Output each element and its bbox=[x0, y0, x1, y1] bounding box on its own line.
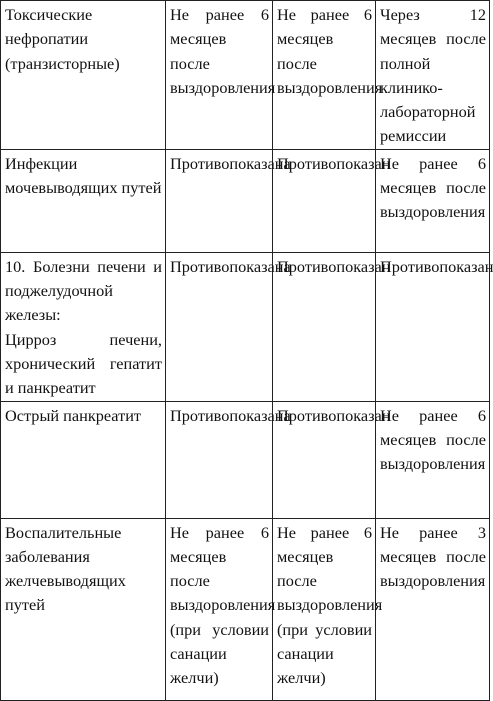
term-cell-col4: Через 12 месяцев после полной клинико-лабораторной ремиссии bbox=[376, 1, 490, 150]
disease-cell: Токсические нефропатии (транзисторные) bbox=[1, 1, 166, 150]
disease-cell: Острый панкреатит bbox=[1, 401, 166, 518]
term-cell-col2: Противопоказана bbox=[166, 252, 273, 401]
disease-cell: Инфекции мочевыводящих путей bbox=[1, 149, 166, 252]
term-cell-col4: Не ранее 6 месяцев после выздоровления bbox=[376, 401, 490, 518]
table-row bbox=[1, 401, 490, 518]
disease-subitem: Цирроз печени, хронический гепатит и панкреатит bbox=[5, 329, 162, 398]
term-cell-col2: Противопоказана bbox=[166, 149, 273, 252]
term-cell-col2: Не ранее 6 месяцев после выздоровления (при условии санации желчи) bbox=[166, 518, 273, 700]
term-cell-col3: Противопоказан bbox=[273, 252, 376, 401]
term-cell-col2: Не ранее 6 месяцев после выздоровления bbox=[166, 1, 273, 150]
table-row bbox=[1, 518, 490, 700]
term-cell-col4: Противопоказан bbox=[376, 252, 490, 401]
table-row bbox=[1, 149, 490, 252]
disease-cell bbox=[1, 252, 166, 401]
term-cell-col4: Не ранее 6 месяцев после выздоровления bbox=[376, 149, 490, 252]
term-cell-col2: Противопоказана bbox=[166, 401, 273, 518]
disease-cell: Воспалительные заболевания желчевыводящих путей bbox=[1, 518, 166, 700]
term-cell-col3: Противопоказан bbox=[273, 149, 376, 252]
term-cell-col3: Не ранее 6 месяцев после выздоровления (при условии санации желчи) bbox=[273, 518, 376, 700]
term-cell-col3: Не ранее 6 месяцев после выздоровления bbox=[273, 1, 376, 150]
table-row bbox=[1, 1, 490, 150]
term-cell-col4: Не ранее 3 месяцев после выздоровления bbox=[376, 518, 490, 700]
disease-group-heading: 10. Болезни печени и поджелудочной железы: bbox=[5, 256, 162, 325]
table-row bbox=[1, 252, 490, 401]
term-cell-col3: Противопоказан bbox=[273, 401, 376, 518]
